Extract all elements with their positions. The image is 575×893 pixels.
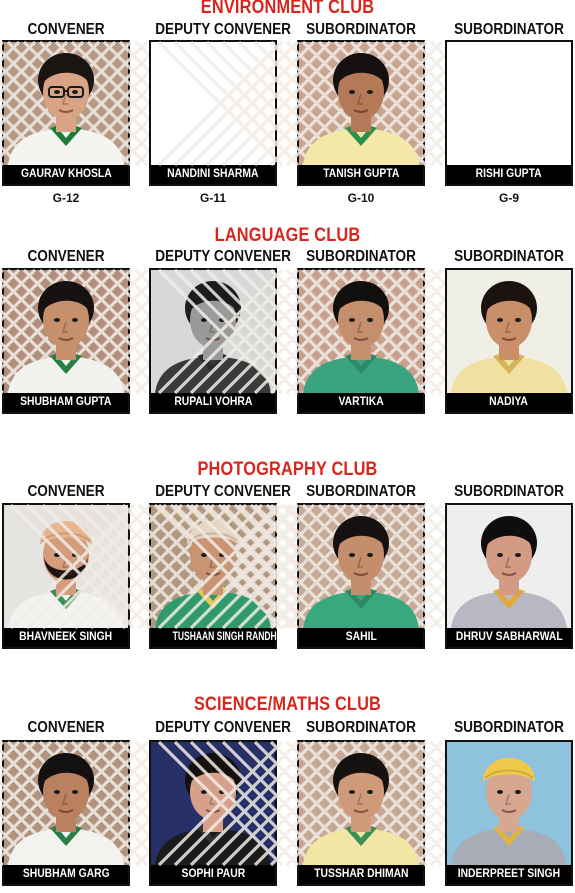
name-bar bbox=[299, 165, 423, 184]
member-name: INDERPREET SINGH bbox=[457, 868, 561, 880]
name-bar bbox=[151, 628, 297, 647]
name-bar bbox=[151, 393, 275, 412]
member-photo bbox=[297, 268, 425, 414]
member-role: SUBORDINATOR bbox=[454, 248, 564, 265]
member-grade: G-11 bbox=[199, 191, 226, 205]
member-grade: G-12 bbox=[52, 191, 80, 205]
club-title: LANGUAGE CLUB bbox=[214, 225, 361, 246]
member-photo bbox=[445, 503, 573, 649]
club-title: PHOTOGRAPHY CLUB bbox=[197, 459, 378, 480]
member-name: GAURAV KHOSLA bbox=[20, 168, 112, 180]
portrait-illustration bbox=[299, 505, 423, 628]
member-role: DEPUTY CONVENER bbox=[155, 719, 291, 736]
blank-photo-frame bbox=[445, 40, 573, 186]
member-role: CONVENER bbox=[27, 248, 105, 265]
portrait-illustration bbox=[447, 270, 571, 393]
member-name: SOPHI PAUR bbox=[181, 868, 245, 880]
name-bar bbox=[4, 393, 128, 412]
name-bar bbox=[4, 165, 128, 184]
member-role: SUBORDINATOR bbox=[454, 21, 564, 38]
member-role: CONVENER bbox=[27, 21, 105, 38]
member-grade: G-10 bbox=[347, 191, 375, 205]
member-name: TANISH GUPTA bbox=[322, 168, 400, 180]
member-grade: G-9 bbox=[498, 191, 519, 205]
member-role: SUBORDINATOR bbox=[306, 21, 416, 38]
member-photo bbox=[2, 740, 130, 886]
member-photo bbox=[297, 740, 425, 886]
name-bar bbox=[447, 628, 571, 647]
name-bar bbox=[151, 865, 275, 884]
name-bar bbox=[447, 165, 571, 184]
portrait-illustration bbox=[447, 505, 571, 628]
member-role: SUBORDINATOR bbox=[306, 719, 416, 736]
member-name: BHAVNEEK SINGH bbox=[19, 631, 113, 643]
member-role: SUBORDINATOR bbox=[454, 483, 564, 500]
portrait-illustration bbox=[299, 270, 423, 393]
member-name: TUSHAAN SINGH RANDHAWA bbox=[172, 631, 297, 643]
member-role: SUBORDINATOR bbox=[306, 248, 416, 265]
member-name: NANDINI SHARMA bbox=[167, 168, 259, 180]
portrait-illustration bbox=[447, 742, 571, 865]
name-bar bbox=[447, 393, 571, 412]
member-name: NADIYA bbox=[489, 396, 529, 408]
name-bar bbox=[299, 393, 423, 412]
portrait-illustration bbox=[299, 42, 423, 165]
club-title: ENVIRONMENT CLUB bbox=[200, 0, 375, 18]
portrait-illustration bbox=[4, 42, 128, 165]
member-name: SHUBHAM GUPTA bbox=[20, 396, 112, 408]
member-photo bbox=[2, 40, 130, 186]
member-name: SAHIL bbox=[345, 631, 377, 643]
member-name: TUSSHAR DHIMAN bbox=[313, 868, 409, 880]
member-role: CONVENER bbox=[27, 719, 105, 736]
name-bar bbox=[447, 865, 571, 884]
name-bar bbox=[4, 865, 128, 884]
portrait-illustration bbox=[4, 742, 128, 865]
member-name: RUPALI VOHRA bbox=[173, 396, 253, 408]
member-role: DEPUTY CONVENER bbox=[155, 21, 291, 38]
portrait-illustration bbox=[4, 270, 128, 393]
name-bar bbox=[299, 865, 423, 884]
member-role: DEPUTY CONVENER bbox=[155, 248, 291, 265]
member-role: SUBORDINATOR bbox=[454, 719, 564, 736]
member-photo bbox=[2, 268, 130, 414]
member-role: SUBORDINATOR bbox=[306, 483, 416, 500]
portrait-illustration bbox=[299, 742, 423, 865]
member-name: VARTIKA bbox=[338, 396, 384, 408]
member-name: DHRUV SABHARWAL bbox=[455, 631, 563, 643]
member-name: RISHI GUPTA bbox=[476, 168, 542, 180]
member-name: SHUBHAM GARG bbox=[22, 868, 110, 880]
member-photo bbox=[297, 503, 425, 649]
club-title: SCIENCE/MATHS CLUB bbox=[193, 694, 382, 715]
name-bar bbox=[151, 165, 275, 184]
name-bar bbox=[299, 628, 423, 647]
name-bar bbox=[4, 628, 128, 647]
member-photo bbox=[445, 740, 573, 886]
member-photo bbox=[445, 268, 573, 414]
member-role: CONVENER bbox=[27, 483, 105, 500]
member-photo bbox=[297, 40, 425, 186]
member-role: DEPUTY CONVENER bbox=[155, 483, 291, 500]
